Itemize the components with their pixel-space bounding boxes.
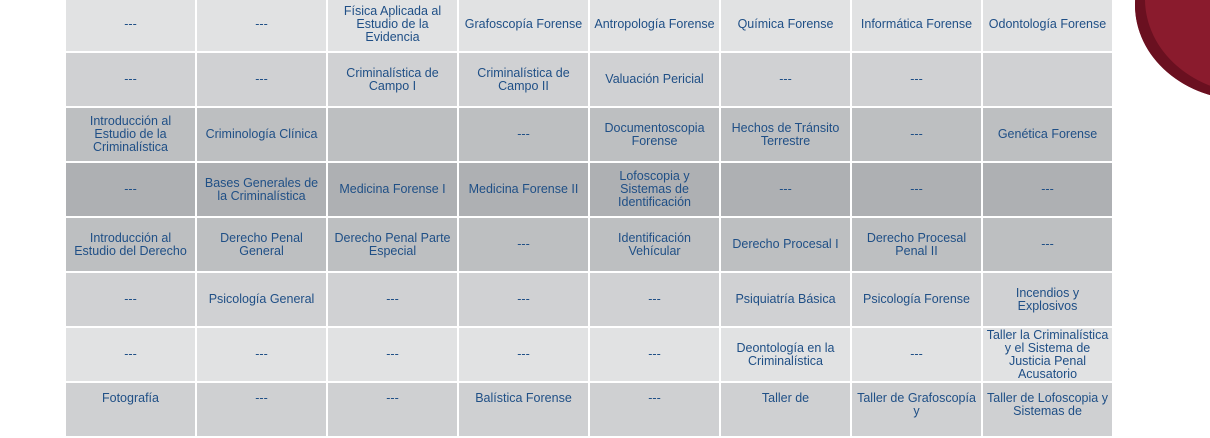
table-cell: --- bbox=[590, 383, 719, 436]
table-row bbox=[66, 108, 1112, 161]
table-row bbox=[66, 218, 1112, 271]
table-cell: --- bbox=[197, 383, 326, 436]
table-cell: Fotografía bbox=[66, 383, 195, 436]
table-cell: Taller de Grafoscopía y bbox=[852, 383, 981, 436]
table-cell: Psiquiatría Básica bbox=[721, 273, 850, 326]
table-cell: --- bbox=[852, 328, 981, 381]
table-cell: Criminalística de Campo II bbox=[459, 53, 588, 106]
table-cell: Bases Generales de la Criminalística bbox=[197, 163, 326, 216]
table-cell: Medicina Forense II bbox=[459, 163, 588, 216]
table-cell: Taller la Criminalística y el Sistema de Justicia Penal Acusatorio bbox=[983, 328, 1112, 381]
table-cell: Taller de Lofoscopia y Sistemas de bbox=[983, 383, 1112, 436]
table-cell: Antropología Forense bbox=[590, 0, 719, 51]
table-cell: Derecho Penal General bbox=[197, 218, 326, 271]
table-cell: Derecho Procesal I bbox=[721, 218, 850, 271]
table-cell: Psicología Forense bbox=[852, 273, 981, 326]
table-cell: --- bbox=[66, 273, 195, 326]
table-cell: Lofoscopia y Sistemas de Identificación bbox=[590, 163, 719, 216]
table-cell: --- bbox=[459, 108, 588, 161]
table-cell: Informática Forense bbox=[852, 0, 981, 51]
table-cell: --- bbox=[590, 328, 719, 381]
table-cell: Psicología General bbox=[197, 273, 326, 326]
curriculum-table-body bbox=[66, 0, 1112, 436]
table-cell: --- bbox=[66, 163, 195, 216]
table-cell: Valuación Pericial bbox=[590, 53, 719, 106]
curriculum-table bbox=[64, 0, 1114, 438]
table-cell: Introducción al Estudio de la Criminalística bbox=[66, 108, 195, 161]
table-cell bbox=[328, 108, 457, 161]
institution-logo bbox=[1135, 0, 1210, 100]
table-cell: --- bbox=[328, 383, 457, 436]
table-cell: Grafoscopía Forense bbox=[459, 0, 588, 51]
table-cell: Introducción al Estudio del Derecho bbox=[66, 218, 195, 271]
table-cell: Medicina Forense I bbox=[328, 163, 457, 216]
table-row bbox=[66, 328, 1112, 381]
table-cell: Química Forense bbox=[721, 0, 850, 51]
table-cell: Derecho Penal Parte Especial bbox=[328, 218, 457, 271]
table-row bbox=[66, 273, 1112, 326]
table-cell: --- bbox=[721, 163, 850, 216]
table-cell: --- bbox=[197, 53, 326, 106]
table-cell: --- bbox=[66, 0, 195, 51]
table-cell: Criminalística de Campo I bbox=[328, 53, 457, 106]
table-cell: --- bbox=[459, 218, 588, 271]
table-cell: Derecho Procesal Penal II bbox=[852, 218, 981, 271]
table-cell: --- bbox=[983, 163, 1112, 216]
table-cell: --- bbox=[983, 218, 1112, 271]
table-cell: --- bbox=[590, 273, 719, 326]
table-cell: Genética Forense bbox=[983, 108, 1112, 161]
table-cell: --- bbox=[328, 273, 457, 326]
table-cell: Taller de bbox=[721, 383, 850, 436]
table-cell: Deontología en la Criminalística bbox=[721, 328, 850, 381]
table-cell: --- bbox=[852, 53, 981, 106]
table-cell: Criminología Clínica bbox=[197, 108, 326, 161]
table-cell: Documentoscopia Forense bbox=[590, 108, 719, 161]
table-cell: Física Aplicada al Estudio de la Evidencia bbox=[328, 0, 457, 51]
table-cell: --- bbox=[197, 328, 326, 381]
table-cell: --- bbox=[328, 328, 457, 381]
table-cell: Hechos de Tránsito Terrestre bbox=[721, 108, 850, 161]
table-cell: --- bbox=[852, 108, 981, 161]
table-cell: --- bbox=[852, 163, 981, 216]
table-row bbox=[66, 383, 1112, 436]
table-row bbox=[66, 0, 1112, 51]
table-cell: Identificación Vehícular bbox=[590, 218, 719, 271]
table-cell: --- bbox=[459, 273, 588, 326]
table-cell: --- bbox=[66, 53, 195, 106]
table-cell: --- bbox=[721, 53, 850, 106]
table-cell: Balística Forense bbox=[459, 383, 588, 436]
table-row bbox=[66, 163, 1112, 216]
table-cell bbox=[983, 53, 1112, 106]
table-cell: Odontología Forense bbox=[983, 0, 1112, 51]
table-cell: --- bbox=[197, 0, 326, 51]
table-cell: --- bbox=[459, 328, 588, 381]
table-row bbox=[66, 53, 1112, 106]
table-cell: --- bbox=[66, 328, 195, 381]
table-cell: Incendios y Explosivos bbox=[983, 273, 1112, 326]
